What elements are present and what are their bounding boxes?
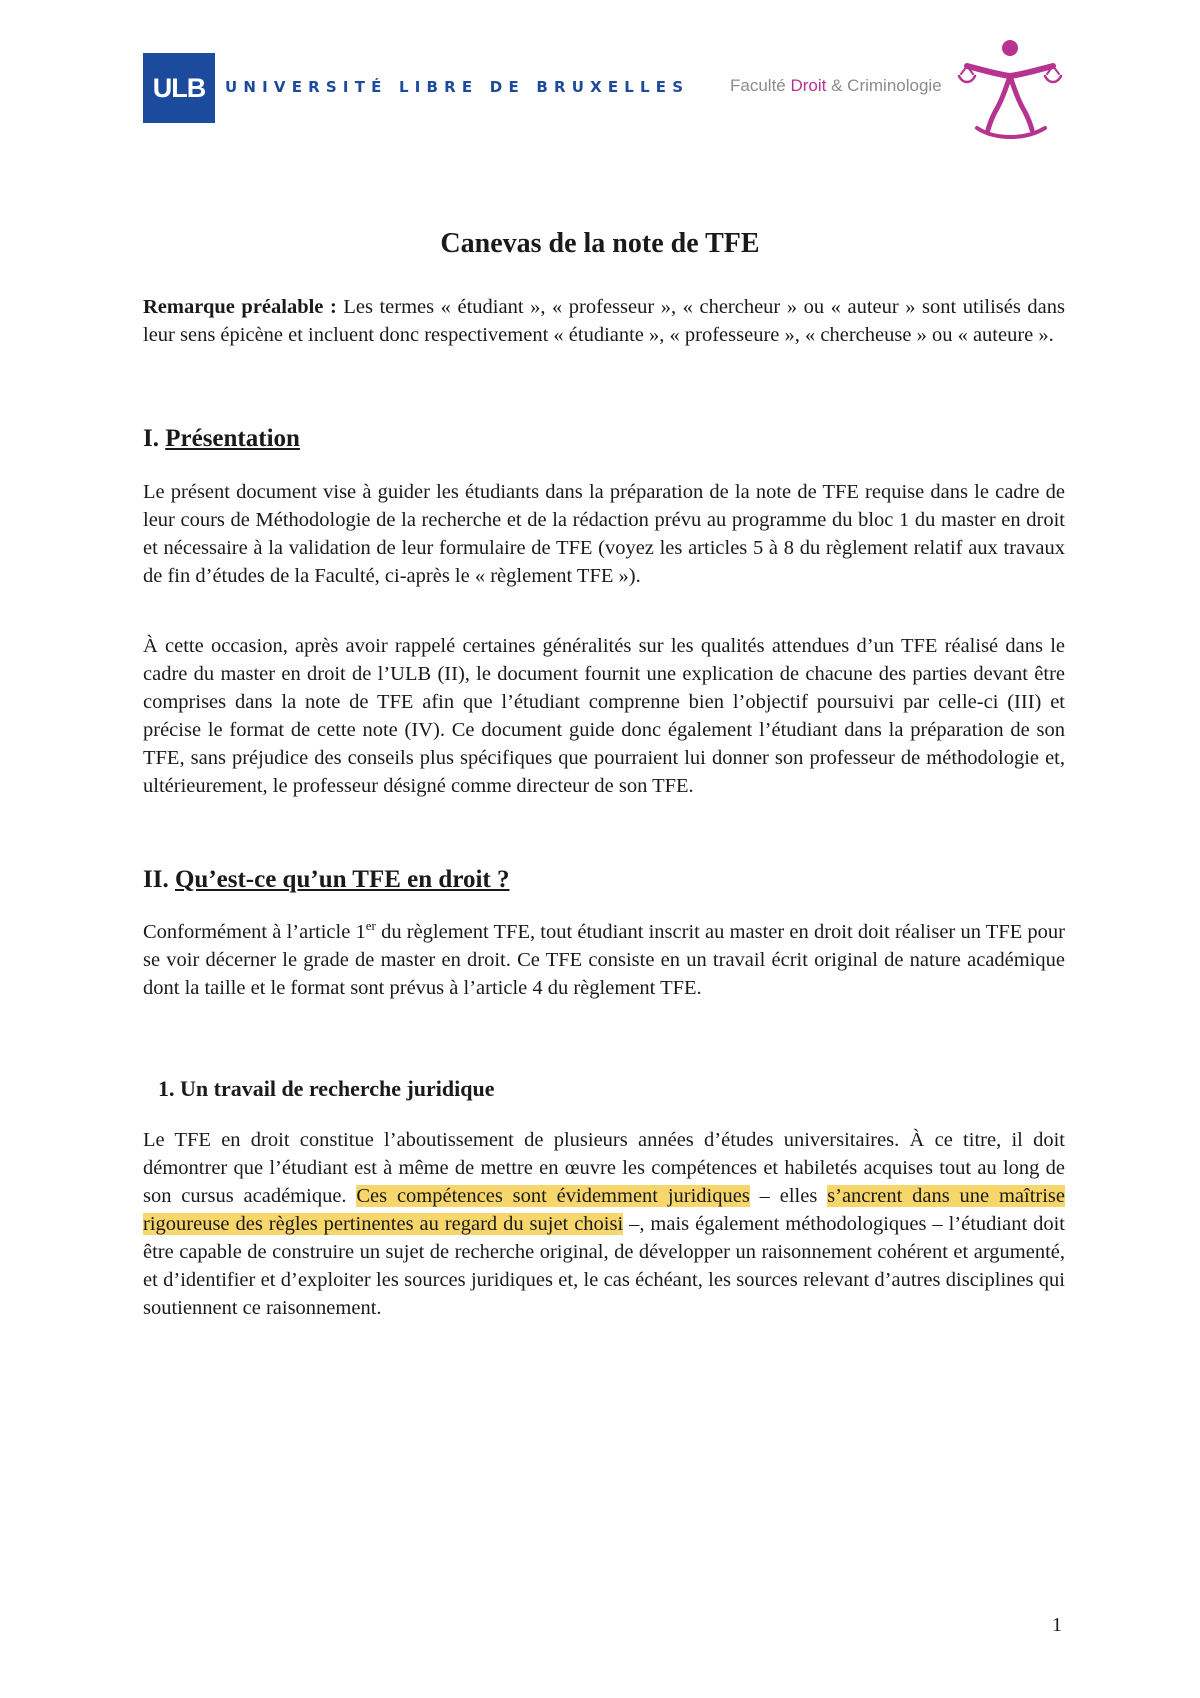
faculty-suffix: & Criminologie <box>826 76 942 95</box>
remark-lead: Remarque préalable : <box>143 296 337 318</box>
paragraph-text: Le TFE en droit constitue l’aboutissement de plusieurs années d’études universitaires. À ce titre, il doit démontrer que l’étudiant est à même de mettre en œuvre les compétences et habiletés acquises tout au long de son cursus académique. <box>143 1129 1065 1207</box>
legal-research-paragraph <box>143 1126 1065 1322</box>
tfe-definition-paragraph <box>143 918 1065 1002</box>
section-title: Présentation <box>165 425 300 452</box>
section-title: Qu’est-ce qu’un TFE en droit ? <box>174 866 510 893</box>
section-heading-what-is-tfe <box>143 866 510 894</box>
faculty-accent: Droit <box>790 76 827 95</box>
page-number: 1 <box>1052 1614 1062 1636</box>
section-number: II. <box>143 866 175 893</box>
faculty-name <box>730 76 942 96</box>
faculty-prefix: Faculté <box>730 76 791 95</box>
section-heading-presentation <box>143 425 300 453</box>
subsection-heading-legal-research: 1. Un travail de recherche juridique <box>158 1076 495 1101</box>
ordinal-superscript: er <box>365 918 376 934</box>
ulb-logo: ULB <box>143 53 215 123</box>
university-name: UNIVERSITÉ LIBRE DE BRUXELLES <box>225 78 690 96</box>
presentation-paragraph-2: À cette occasion, après avoir rappelé certaines généralités sur les qualités attendues d’un TFE réalisé dans le cadre du master en droit de l’ULB (II), le document fournit une explication de chacune des parties devant être comprises dans la note de TFE afin que l’étudiant comprenne bien l’objectif poursuivi par celle-ci (III) et précise le format de cette note (IV). Ce document guide donc également l’étudiant dans la préparation de son TFE, sans préjudice des conseils plus spécifiques que pourraient lui donner son professeur de méthodologie et, ultérieurement, le professeur désigné comme directeur de son TFE. <box>143 635 1065 797</box>
highlighted-text: s’ancrent dans une maîtrise rigoureuse des règles pertinentes au regard du sujet choisi <box>143 1185 1065 1235</box>
paragraph-text: –, mais également méthodologiques – l’étudiant doit être capable de construire un sujet de recherche original, de développer un raisonnement cohérent et argumenté, et d’identifier et d’exploiter les sources juridiques et, le cas échéant, les sources relevant d’autres disciplines qui soutiennent ce raisonnement. <box>143 1213 1066 1319</box>
scales-of-justice-figure-icon <box>955 36 1063 142</box>
paragraph-text: Conformément à l’article 1 <box>143 921 366 943</box>
remark-text: Les termes « étudiant », « professeur », « chercheur » ou « auteur » sont utilisés dans leur sens épicène et incluent donc respectivement « étudiante », « professeure », « chercheuse » ou « auteure ». <box>143 296 1065 346</box>
paragraph-text: du règlement TFE, tout étudiant inscrit au master en droit doit réaliser un TFE pour se voir décerner le grade de master en droit. Ce TFE consiste en un travail écrit original de nature académique dont la taille et le format sont prévus à l’article 4 du règlement TFE. <box>143 921 1065 999</box>
presentation-paragraph-1: Le présent document vise à guider les étudiants dans la préparation de la note de TFE requise dans le cadre de leur cours de Méthodologie de la recherche et de la rédaction prévu au programme du bloc 1 du master en droit et nécessaire à la validation de leur formulaire de TFE (voyez les articles 5 à 8 du règlement relatif aux travaux de fin d’études de la Faculté, ci-après le « règlement TFE »). <box>143 481 1065 587</box>
preliminary-remark <box>143 293 1065 349</box>
highlighted-text: Ces compétences sont évidemment juridiques <box>356 1185 750 1207</box>
document-title: Canevas de la note de TFE <box>440 228 760 259</box>
paragraph-text: – elles <box>749 1185 828 1207</box>
section-number: I. <box>143 425 166 452</box>
